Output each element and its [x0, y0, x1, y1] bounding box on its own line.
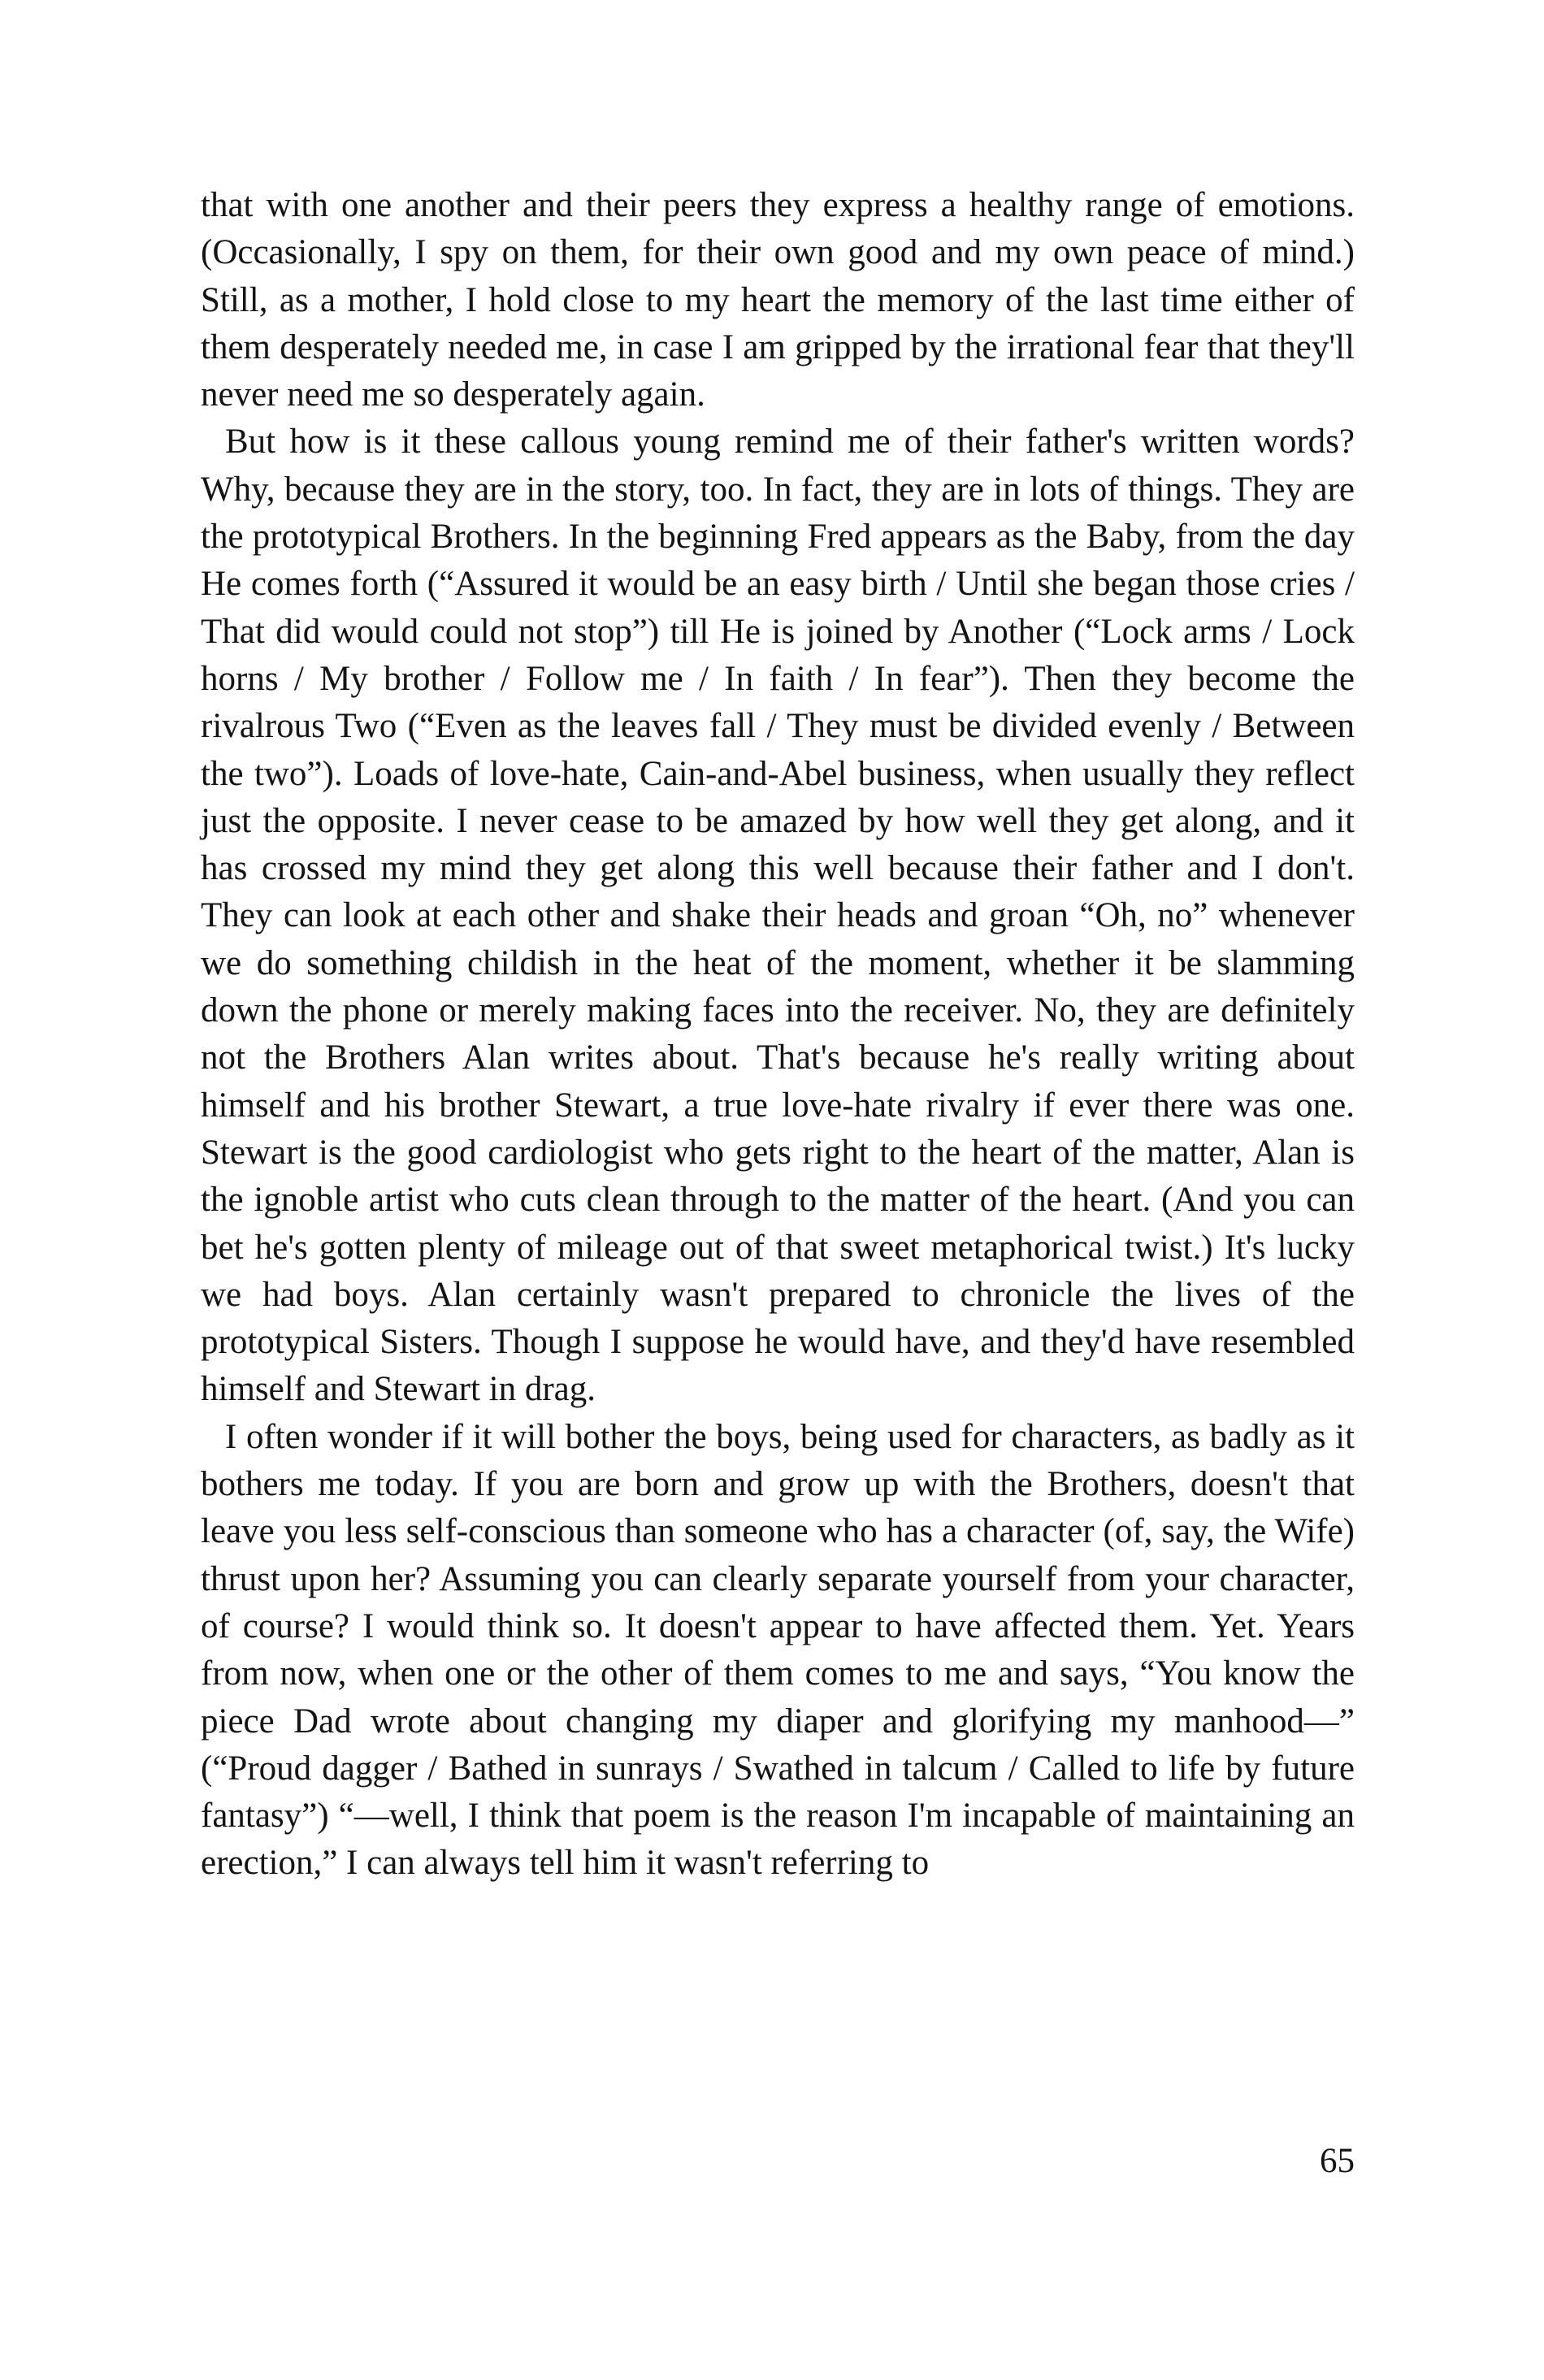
page-number: 65	[1320, 2142, 1355, 2180]
paragraph-continuation: that with one another and their peers they express a healthy range of emotions. (Occasionally, I spy on them, for their own good and my own peace of mind.) Still, as a mother, I hold close to my heart the memory of the last time either of them desperately needed me, in case I am gripped by the irrational fear that they'll never need me so desperately again.	[201, 186, 1355, 414]
paragraph-characters: I often wonder if it will bother the boys, being used for characters, as badly as it bothers me today. If you are born and grow up with the Brothers, doesn't that leave you less self-conscious than someone who has a character (of, say, the Wife) thrust upon her? Assuming you can clearly separate yourself from your character, of course? I would think so. It doesn't appear to have affected them. Yet. Years from now, when one or the other of them comes to me and says, “You know the piece Dad wrote about changing my diaper and glorifying my manhood—” (“Proud dagger / Bathed in sunrays / Swathed in talcum / Called to life by future fantasy”) “—well, I think that poem is the reason I'm incapable of maintaining an erection,” I can always tell him it wasn't referring to	[201, 1417, 1355, 1883]
body-text	[201, 182, 1355, 1888]
paragraph-brothers: But how is it these callous young remind me of their father's written words? Why, because they are in the story, too. In fact, they are in lots of things. They are the prototypical Brothers. In the beginning Fred appears as the Baby, from the day He comes forth (“Assured it would be an easy birth / Until she began those cries / That did would could not stop”) till He is joined by Another (“Lock arms / Lock horns / My brother / Follow me / In faith / In fear”). Then they become the rivalrous Two (“Even as the leaves fall / They must be divided evenly / Between the two”). Loads of love-hate, Cain-and-Abel business, when usually they reflect just the opposite. I never cease to be amazed by how well they get along, and it has crossed my mind they get along this well because their father and I don't. They can look at each other and shake their heads and groan “Oh, no” whenever we do something childish in the heat of the moment, whether it be slamming down the phone or merely making faces into the receiver. No, they are definitely not the Brothers Alan writes about. That's because he's really writing about himself and his brother Stewart, a true love-hate rivalry if ever there was one. Stewart is the good cardiologist who gets right to the heart of the matter, Alan is the ignoble artist who cuts clean through to the matter of the heart. (And you can bet he's gotten plenty of mileage out of that sweet metaphorical twist.) It's lucky we had boys. Alan certainly wasn't prepared to chronicle the lives of the prototypical Sisters. Though I suppose he would have, and they'd have resembled himself and Stewart in drag.	[201, 423, 1355, 1409]
